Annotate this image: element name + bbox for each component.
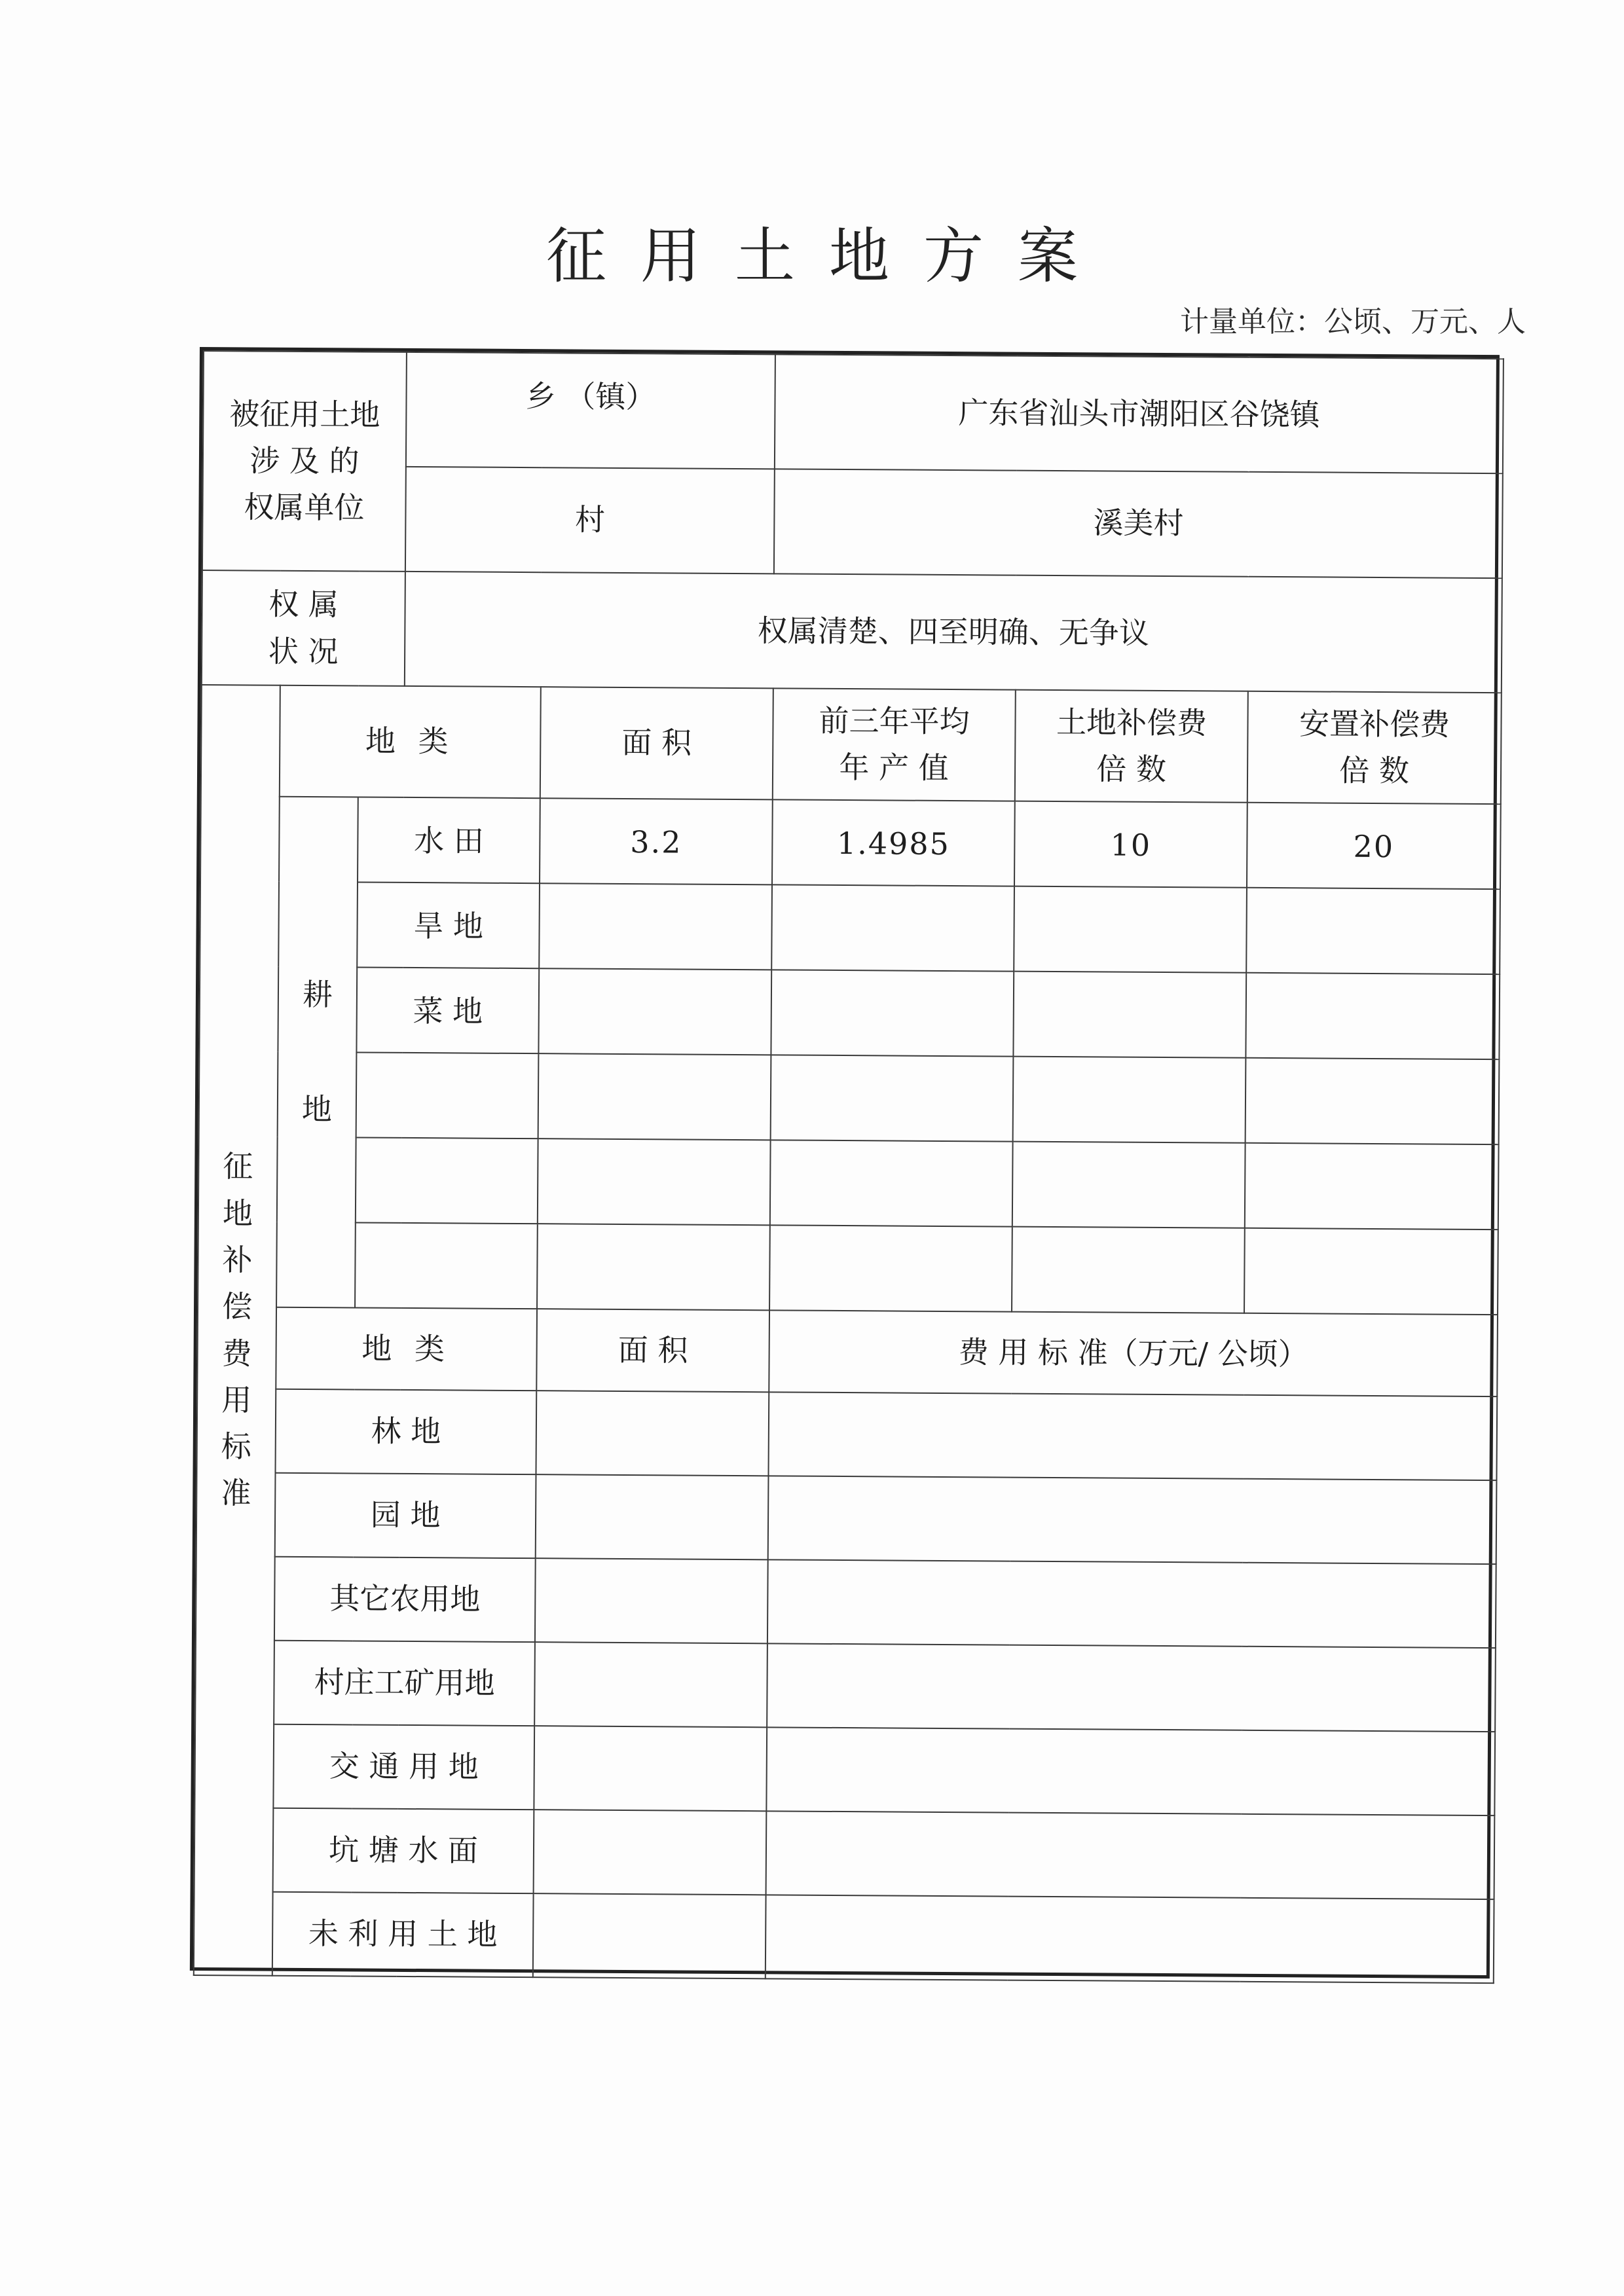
cultivated-avg-output (771, 884, 1014, 971)
header-land-compensation-line: 土地补偿费 (1056, 704, 1208, 741)
header-avg-output-line: 年 产 值 (839, 749, 949, 786)
other-land-type: 林 地 (275, 1389, 536, 1474)
other-land-type: 村庄工矿用地 (274, 1641, 535, 1726)
header-avg-output (773, 688, 1016, 801)
cultivated-area: 3.2 (540, 798, 773, 884)
cultivated-resettle-multiple (1245, 1143, 1499, 1230)
cultivated-land-multiple (1012, 1227, 1245, 1313)
header-resettlement-line: 安置补偿费 (1299, 705, 1450, 742)
cultivated-land-multiple: 10 (1014, 801, 1247, 888)
other-land-area (534, 1726, 767, 1811)
cultivated-avg-output (771, 970, 1014, 1056)
other-land-type: 未 利 用 土 地 (272, 1892, 534, 1977)
cultivated-type: 水 田 (358, 797, 540, 883)
cultivated-resettle-multiple (1246, 1058, 1500, 1144)
page-title: 征用土地方案 (545, 221, 1112, 291)
other-land-area (533, 1893, 766, 1978)
ownership-status-value: 权属清楚、四至明确、无争议 (405, 572, 1502, 693)
township-label: 乡 （镇） (406, 352, 775, 469)
compensation-label-char: 准 (221, 1475, 251, 1511)
township-value: 广东省汕头市潮阳区谷饶镇 (775, 354, 1504, 473)
cultivated-label-char: 耕 (302, 976, 333, 1013)
compensation-label-char: 地 (222, 1195, 253, 1231)
other-header-land-type: 地 类 (276, 1307, 537, 1391)
ownership-status-label-line: 权 属 (268, 586, 339, 623)
cultivated-resettle-multiple (1246, 888, 1500, 974)
header-avg-output-line: 前三年平均 (819, 702, 970, 739)
other-land-area (534, 1642, 767, 1727)
cultivated-avg-output (770, 1140, 1013, 1226)
other-land-standard (766, 1727, 1495, 1815)
compensation-label-char: 征 (223, 1148, 253, 1184)
other-land-standard (768, 1476, 1497, 1564)
cultivated-resettle-multiple: 20 (1247, 803, 1501, 889)
cultivated-area (539, 883, 772, 970)
other-header-standard: 费 用 标 准（万元/ 公顷） (769, 1310, 1498, 1396)
cultivated-type: 菜 地 (356, 967, 539, 1053)
other-land-area (536, 1391, 769, 1476)
cultivated-avg-output (771, 1055, 1014, 1141)
other-land-standard (766, 1811, 1495, 1899)
ownership-units-label-line: 涉 及 的 (249, 443, 360, 479)
cultivated-resettle-multiple (1244, 1228, 1498, 1315)
other-land-area (535, 1558, 768, 1643)
compensation-label-char: 标 (221, 1429, 251, 1465)
land-requisition-form (190, 347, 1500, 1978)
compensation-label-char: 用 (221, 1382, 252, 1418)
header-resettlement-line: 倍 数 (1339, 752, 1410, 789)
cultivated-avg-output: 1.4985 (772, 799, 1015, 886)
cultivated-type (356, 1137, 538, 1224)
unit-note: 计量单位：公顷、万元、人 (1180, 305, 1526, 338)
cultivated-land-label (276, 797, 358, 1308)
compensation-label-char: 偿 (221, 1288, 253, 1324)
other-land-standard (767, 1643, 1496, 1732)
other-land-area (536, 1474, 769, 1559)
compensation-label-char: 费 (221, 1335, 252, 1372)
header-land-compensation (1015, 690, 1248, 803)
ownership-status-label-line: 状 况 (268, 633, 339, 669)
other-land-type: 园 地 (275, 1473, 536, 1558)
ownership-status-label (202, 570, 405, 686)
cultivated-area (538, 1053, 771, 1140)
cultivated-land-multiple (1013, 972, 1246, 1058)
cultivated-type: 旱 地 (357, 882, 540, 968)
cultivated-land-multiple (1013, 1057, 1246, 1143)
cultivated-resettle-multiple (1246, 973, 1500, 1059)
header-area: 面 积 (540, 687, 773, 799)
other-land-type: 坑 塘 水 面 (273, 1808, 534, 1893)
ownership-units-label-line: 被征用土地 (229, 395, 380, 433)
cultivated-land-multiple (1012, 1142, 1246, 1228)
cultivated-area (538, 1139, 771, 1225)
other-header-area: 面 积 (536, 1309, 769, 1392)
cultivated-area (538, 968, 771, 1055)
other-land-type: 其它农用地 (274, 1557, 536, 1642)
cultivated-type (356, 1052, 539, 1139)
header-land-type: 地 类 (280, 685, 541, 798)
cultivated-avg-output (769, 1225, 1012, 1311)
ownership-units-label (202, 351, 407, 572)
village-label: 村 (405, 467, 775, 574)
cultivated-label-char: 地 (301, 1091, 333, 1127)
other-land-type: 交 通 用 地 (273, 1724, 534, 1810)
cultivated-type (355, 1222, 538, 1309)
village-value: 溪美村 (774, 469, 1503, 578)
header-land-compensation-line: 倍 数 (1096, 751, 1167, 788)
other-land-standard (767, 1559, 1496, 1648)
compensation-standard-label (194, 685, 280, 1976)
header-resettlement-compensation (1247, 691, 1502, 804)
ownership-units-label-line: 权属单位 (244, 489, 365, 526)
other-land-standard (766, 1895, 1494, 1983)
compensation-label-char: 补 (222, 1242, 253, 1278)
cultivated-land-multiple (1014, 886, 1247, 973)
other-land-area (534, 1810, 767, 1895)
other-land-standard (768, 1392, 1497, 1480)
form-table (193, 350, 1504, 1984)
cultivated-area (537, 1224, 770, 1310)
